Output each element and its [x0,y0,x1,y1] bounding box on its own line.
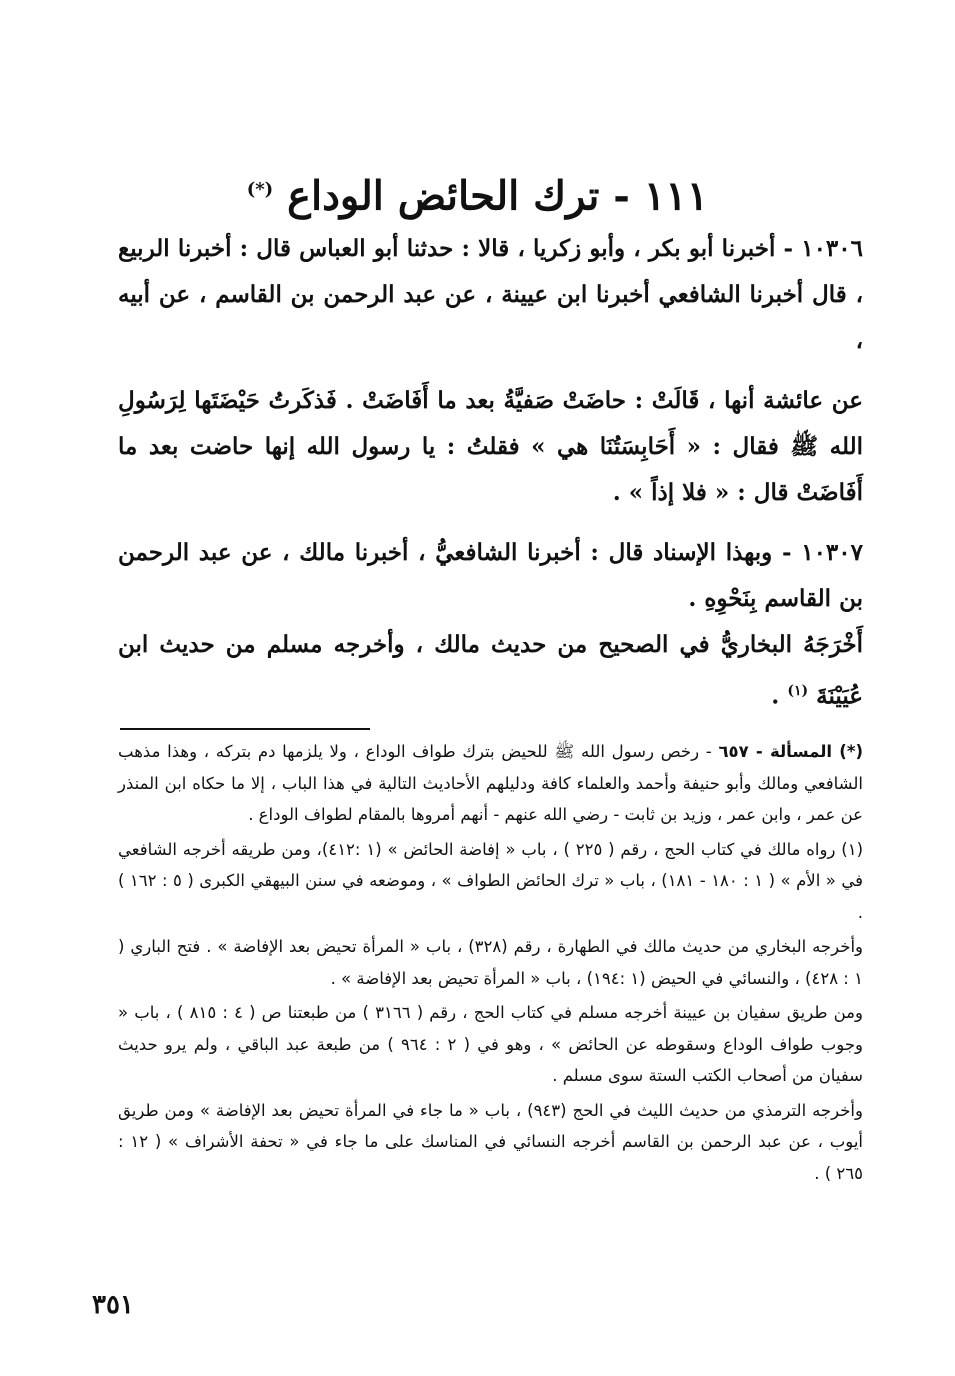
footnote: وأخرجه الترمذي من حديث الليث في الحج (٩٤٣) ، باب « ما جاء في المرأة تحيض بعد الإفاضة » ومن طريق أيوب ، عن عبد الرحمن بن القاسم أخرجه النسائي في المناسك على ما جاء في « تحفة الأشراف » ( ١٢ : ٢٦٥ ) . [118,1100,863,1183]
footnote-masala [118,736,863,831]
hadith-text: عن عائشة أنها ، قَالَتْ : حاضَتْ صَفيَّةُ بعد ما أَفَاضَتْ . فَذكَرتُ حَيْضَتَها لِرَسُولِ الله ﷺ فقال : « أَحَابِسَتُنَا هي » فقلتُ : يا رسول الله إنها حاضت بعد ما أَفَاضَتْ قال : « فلا إذاً » . [118,387,863,506]
page-number: ٣٥١ [92,1290,134,1320]
masala-text: - رخص رسول الله ﷺ للحيض بترك طواف الوداع ، ولا يلزمها دم بتركه ، وهذا مذهب الشافعي ومالك وأبو حنيفة وأحمد والعلماء كافة ودليلهم الأحاديث التالية في هذا الباب ، إلا ما حكاه ابن المنذر عن عمر ، وابن عمر ، وزيد بن ثابت - رضي الله عنهم - أنهم أمروها بالمقام لطواف الوداع . [118,742,863,824]
takhrij-paragraph [118,622,863,720]
hadith-number: ١٠٣٠٦ [801,235,863,262]
paragraph-end: . [771,682,788,710]
footnote-divider [120,728,370,730]
chapter-title [120,160,835,226]
hadith-number: ١٠٣٠٧ [801,539,863,566]
footnote: وأخرجه البخاري من حديث مالك في الطهارة ، رقم (٣٢٨) ، باب « المرأة تحيض بعد الإفاضة » . فتح الباري ( ١ : ٤٢٨) ، والنسائي في الحيض (١ :١٩٤) ، باب « المرأة تحيض بعد الإفاضة » . [118,937,863,988]
main-text [118,226,863,734]
footnotes [118,736,863,1192]
footnote-reference: (١) [787,683,809,699]
footnote: ومن طريق سفيان بن عيينة أخرجه مسلم في كتاب الحج ، رقم ( ٣١٦٦ ) من طبعتنا ص ( ٤ : ٨١٥ ) ، باب « وجوب طواف الوداع وسقوطه عن الحائض » ، وهو في ( ٢ : ٩٦٤ ) من طبعة عبد الباقي ، ولم يرو حديث سفيان من أصحاب الكتب الستة سوى مسلم . [118,1003,863,1085]
takhrij-text: أَخْرَجَهُ البخاريُّ في الصحيح من حديث مالك ، وأخرجه مسلم من حديث ابن عُيَيْنَةَ [118,631,863,710]
footnote: (١) رواه مالك في كتاب الحج ، رقم ( ٢٢٥ ) ، باب « إفاضة الحائض » (١ :٤١٢)، ومن طريقه أخرجه الشافعي في « الأم » ( ١ : ١٨٠ - ١٨١) ، باب « ترك الحائض الطواف » ، وموضعه في سنن البيهقي الكبرى ( ٥ : ١٦٢ ) . [118,839,863,922]
hadith-paragraph [118,226,863,364]
hadith-text: - وبهذا الإسناد قال : أخبرنا الشافعيُّ ، أخبرنا مالك ، عن عبد الرحمن بن القاسم بِنَحْوِهِ . [118,539,863,612]
hadith-paragraph [118,530,863,622]
chapter-title-text: ١١١ - ترك الحائض الوداع [287,172,709,220]
chapter-title-marker: (*) [246,179,274,200]
hadith-paragraph [118,378,863,516]
masala-label: (*) المسألة - ٦٥٧ [718,742,863,761]
hadith-text: - أخبرنا أبو بكر ، وأبو زكريا ، قالا : حدثنا أبو العباس قال : أخبرنا الربيع ، قال أخبرنا الشافعي أخبرنا ابن عيينة ، عن عبد الرحمن بن القاسم ، عن أبيه ، [118,235,863,354]
